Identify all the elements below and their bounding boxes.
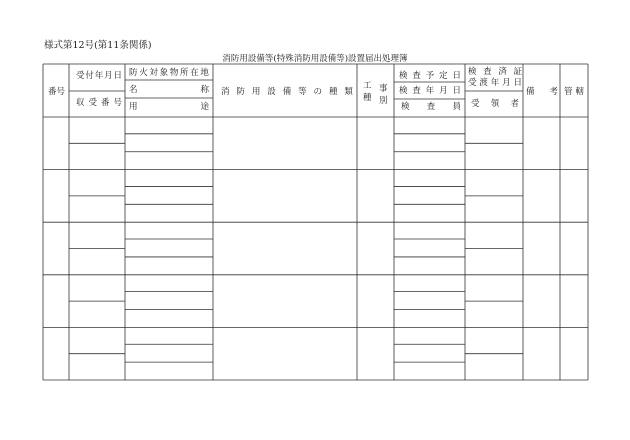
cell-inspection-planned-date[interactable] xyxy=(396,171,463,186)
cell-receiver[interactable] xyxy=(467,250,521,274)
cell-work-kind[interactable] xyxy=(359,223,392,274)
cell-usage[interactable] xyxy=(127,153,211,169)
cell-number[interactable] xyxy=(45,328,67,379)
work-kind-char-4: 別 xyxy=(379,96,388,106)
cell-number[interactable] xyxy=(45,118,67,169)
cell-inspector[interactable] xyxy=(396,205,463,221)
header-number: 番 号 xyxy=(48,86,66,97)
form-code: 様式第12号(第11条関係) xyxy=(44,40,152,51)
cell-name[interactable] xyxy=(127,240,211,256)
cell-name[interactable] xyxy=(127,293,211,309)
cell-remarks[interactable] xyxy=(525,171,558,222)
cell-received-date[interactable] xyxy=(71,328,123,352)
cell-usage[interactable] xyxy=(127,363,211,379)
cell-location[interactable] xyxy=(127,223,211,238)
cell-receiver[interactable] xyxy=(467,302,521,326)
header-usage: 用 途 xyxy=(129,101,209,112)
header-jurisdiction: 管 轄 xyxy=(564,86,584,97)
certificate-line-2: 受 渡 年 月 日 xyxy=(468,77,522,88)
cell-received-date[interactable] xyxy=(71,171,123,195)
cell-inspection-date[interactable] xyxy=(396,293,463,309)
header-remarks: 備 考 xyxy=(526,86,558,97)
cell-certificate-delivery[interactable] xyxy=(467,276,521,300)
cell-location[interactable] xyxy=(127,171,211,186)
cell-inspection-date[interactable] xyxy=(396,345,463,361)
cell-work-kind[interactable] xyxy=(359,328,392,379)
cell-work-kind[interactable] xyxy=(359,171,392,222)
cell-inspection-date[interactable] xyxy=(396,135,463,151)
header-equipment-type: 消 防 用 設 備 等 の 種 類 xyxy=(221,86,353,97)
cell-name[interactable] xyxy=(127,345,211,361)
cell-inspection-planned-date[interactable] xyxy=(396,328,463,343)
cell-location[interactable] xyxy=(127,276,211,291)
cell-jurisdiction[interactable] xyxy=(562,276,586,327)
header-inspection-planned-date: 検 査 予 定 日 xyxy=(399,70,461,81)
cell-inspector[interactable] xyxy=(396,258,463,274)
cell-remarks[interactable] xyxy=(525,223,558,274)
cell-certificate-delivery[interactable] xyxy=(467,328,521,352)
cell-inspection-date[interactable] xyxy=(396,240,463,256)
work-kind-char-2: 事 xyxy=(379,84,388,94)
cell-receipt-number[interactable] xyxy=(71,250,123,274)
cell-certificate-delivery[interactable] xyxy=(467,223,521,247)
cell-number[interactable] xyxy=(45,171,67,222)
header-certificate-delivery xyxy=(468,67,522,88)
cell-work-kind[interactable] xyxy=(359,118,392,169)
work-kind-char-1: 工 xyxy=(363,81,372,91)
header-received-date: 受 付 年 月 日 xyxy=(76,70,122,81)
cell-inspector[interactable] xyxy=(396,153,463,169)
cell-receiver[interactable] xyxy=(467,355,521,379)
cell-remarks[interactable] xyxy=(525,276,558,327)
cell-remarks[interactable] xyxy=(525,328,558,379)
cell-number[interactable] xyxy=(45,223,67,274)
page-title: 消防用設備等(特殊消防用設備等)設置届出処理簿 xyxy=(222,54,408,64)
cell-received-date[interactable] xyxy=(71,223,123,247)
cell-jurisdiction[interactable] xyxy=(562,223,586,274)
certificate-line-1: 検 査 済 証 xyxy=(468,67,522,77)
cell-jurisdiction[interactable] xyxy=(562,171,586,222)
cell-receipt-number[interactable] xyxy=(71,302,123,326)
cell-inspector[interactable] xyxy=(396,363,463,379)
cell-certificate-delivery[interactable] xyxy=(467,118,521,142)
cell-inspector[interactable] xyxy=(396,311,463,327)
cell-inspection-planned-date[interactable] xyxy=(396,118,463,133)
cell-inspection-planned-date[interactable] xyxy=(396,223,463,238)
header-receiver: 受 領 者 xyxy=(471,98,519,109)
header-inspector: 検 査 員 xyxy=(401,101,461,112)
cell-received-date[interactable] xyxy=(71,118,123,142)
cell-receipt-number[interactable] xyxy=(71,197,123,221)
cell-equipment-type[interactable] xyxy=(215,276,355,327)
cell-work-kind[interactable] xyxy=(359,276,392,327)
cell-name[interactable] xyxy=(127,135,211,151)
header-location: 防 火 対 象 物 所 在 地 xyxy=(129,67,209,78)
cell-receipt-number[interactable] xyxy=(71,355,123,379)
cell-name[interactable] xyxy=(127,187,211,203)
cell-receipt-number[interactable] xyxy=(71,144,123,168)
cell-equipment-type[interactable] xyxy=(215,328,355,379)
cell-receiver[interactable] xyxy=(467,144,521,168)
header-work-kind xyxy=(357,66,394,116)
cell-equipment-type[interactable] xyxy=(215,223,355,274)
cell-jurisdiction[interactable] xyxy=(562,328,586,379)
cell-location[interactable] xyxy=(127,118,211,133)
cell-location[interactable] xyxy=(127,328,211,343)
cell-equipment-type[interactable] xyxy=(215,171,355,222)
cell-usage[interactable] xyxy=(127,258,211,274)
cell-inspection-date[interactable] xyxy=(396,187,463,203)
work-kind-char-3: 種 xyxy=(363,93,372,103)
cell-received-date[interactable] xyxy=(71,276,123,300)
cell-remarks[interactable] xyxy=(525,118,558,169)
header-inspection-date: 検 査 年 月 日 xyxy=(399,85,461,96)
header-receipt-number: 収 受 番 号 xyxy=(76,97,122,108)
cell-inspection-planned-date[interactable] xyxy=(396,276,463,291)
cell-certificate-delivery[interactable] xyxy=(467,171,521,195)
header-name: 名 称 xyxy=(129,84,209,95)
cell-equipment-type[interactable] xyxy=(215,118,355,169)
cell-usage[interactable] xyxy=(127,205,211,221)
cell-receiver[interactable] xyxy=(467,197,521,221)
cell-usage[interactable] xyxy=(127,311,211,327)
cell-number[interactable] xyxy=(45,276,67,327)
cell-jurisdiction[interactable] xyxy=(562,118,586,169)
